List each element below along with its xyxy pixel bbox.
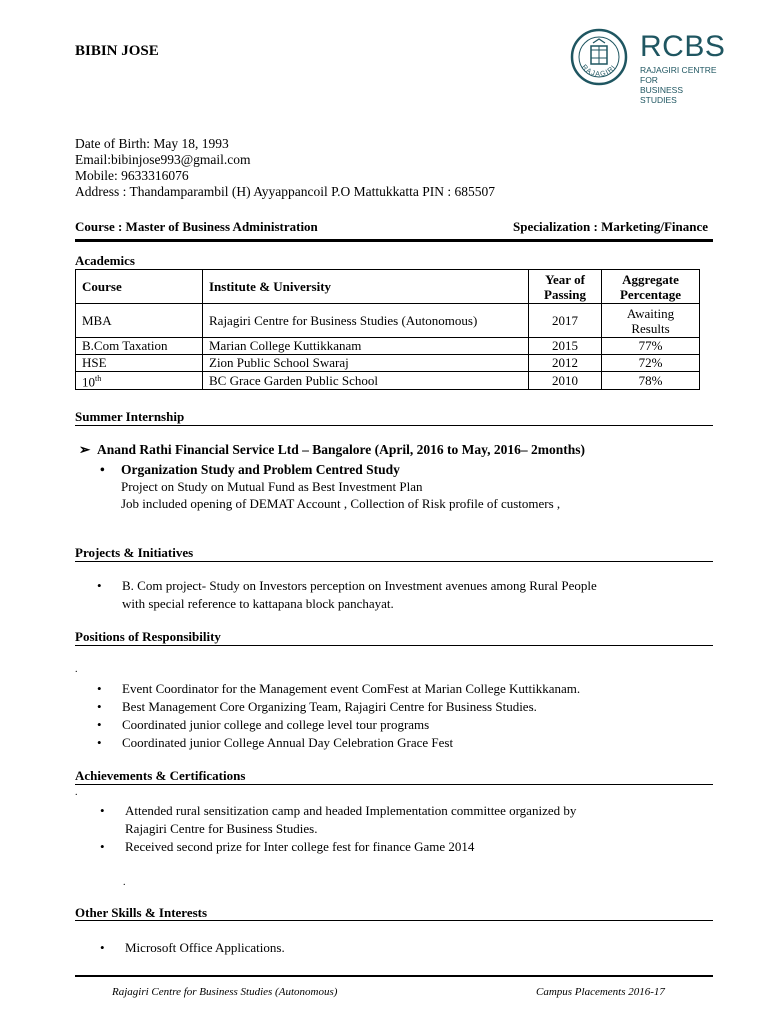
table-row: MBA Rajagiri Centre for Business Studies (Autonomous) 2017 Awaiting Results [76, 304, 700, 338]
logo-fullname: RAJAGIRI CENTRE FOR BUSINESS STUDIES [640, 65, 717, 105]
list-item: • Event Coordinator for the Management event ComFest at Marian College Kuttikkanam. [97, 681, 581, 696]
col-aggregate: Aggregate Percentage [602, 270, 700, 304]
internship-company: ➢ Anand Rathi Financial Service Ltd – Bangalore (April, 2016 to May, 2016– 2months) [79, 442, 586, 457]
candidate-name: BIBIN JOSE [75, 43, 159, 59]
divider [75, 425, 713, 426]
arrow-bullet-icon: ➢ [79, 442, 91, 457]
positions-heading: Positions of Responsibility [75, 629, 221, 644]
divider [75, 920, 713, 921]
achievements-list [100, 802, 576, 856]
projects-list [97, 577, 597, 613]
list-item: • Best Management Core Organizing Team, Rajagiri Centre for Business Studies. [97, 699, 537, 714]
footer-institute: Rajagiri Centre for Business Studies (Autonomous) [112, 986, 338, 998]
svg-text:RAJAGIRI: RAJAGIRI [580, 63, 618, 79]
list-item: • Coordinated junior college and college level tour programs [97, 717, 430, 732]
date-of-birth: Date of Birth: May 18, 1993 [75, 136, 229, 151]
mobile: Mobile: 9633316076 [75, 168, 189, 183]
course-name: Course : Master of Business Administration [75, 219, 318, 234]
email: Email:bibinjose993@gmail.com [75, 152, 251, 167]
table-header-row [76, 270, 700, 304]
specialization: Specialization : Marketing/Finance [513, 219, 708, 234]
logo-abbreviation: RCBS [640, 30, 726, 63]
divider [75, 645, 713, 646]
footer-placements: Campus Placements 2016-17 [536, 986, 665, 998]
table-row: HSE Zion Public School Swaraj 2012 72% [76, 355, 700, 372]
divider [75, 561, 713, 562]
rajagiri-seal-icon [570, 28, 628, 86]
skills-heading: Other Skills & Interests [75, 905, 208, 920]
col-institute: Institute & University [203, 270, 529, 304]
achievements-heading: Achievements & Certifications [75, 768, 246, 783]
list-item: • Coordinated junior College Annual Day Celebration Grace Fest [97, 735, 454, 750]
divider [75, 239, 713, 242]
projects-heading: Projects & Initiatives [75, 545, 194, 560]
bullet-icon: • [100, 462, 105, 477]
col-course: Course [76, 270, 203, 304]
course-row [75, 219, 713, 235]
academics-heading: Academics [75, 253, 135, 268]
list-item: • Microsoft Office Applications. [100, 940, 285, 955]
list-item: • Attended rural sensitization camp and headed Implementation committee organized by Rajagiri Centre for Business Studies. [100, 803, 577, 836]
list-item: • Received second prize for Inter college fest for finance Game 2014 [100, 839, 475, 854]
address: Address : Thandamparambil (H) Ayyappancoil P.O Mattukkatta PIN : 685507 [75, 184, 495, 199]
col-year: Year of Passing [529, 270, 602, 304]
table-row: 10th BC Grace Garden Public School 2010 78% [76, 372, 700, 390]
internship-details: • Organization Study and Problem Centred Study Project on Study on Mutual Fund as Best Investment Plan Job included opening of DEMAT Account , Collection of Risk profile of customers , [100, 462, 561, 511]
rcbs-logo [570, 28, 726, 105]
positions-list [97, 680, 580, 752]
divider [75, 784, 713, 785]
list-item: • B. Com project- Study on Investors perception on Investment avenues among Rural People with special reference to kattapana block panchayat. [97, 578, 597, 611]
skills-list [100, 939, 285, 957]
personal-info [75, 136, 495, 200]
internship-heading: Summer Internship [75, 409, 185, 424]
footer-divider [75, 975, 713, 977]
table-row: B.Com Taxation Marian College Kuttikkanam 2015 77% [76, 338, 700, 355]
academics-table [75, 269, 700, 390]
